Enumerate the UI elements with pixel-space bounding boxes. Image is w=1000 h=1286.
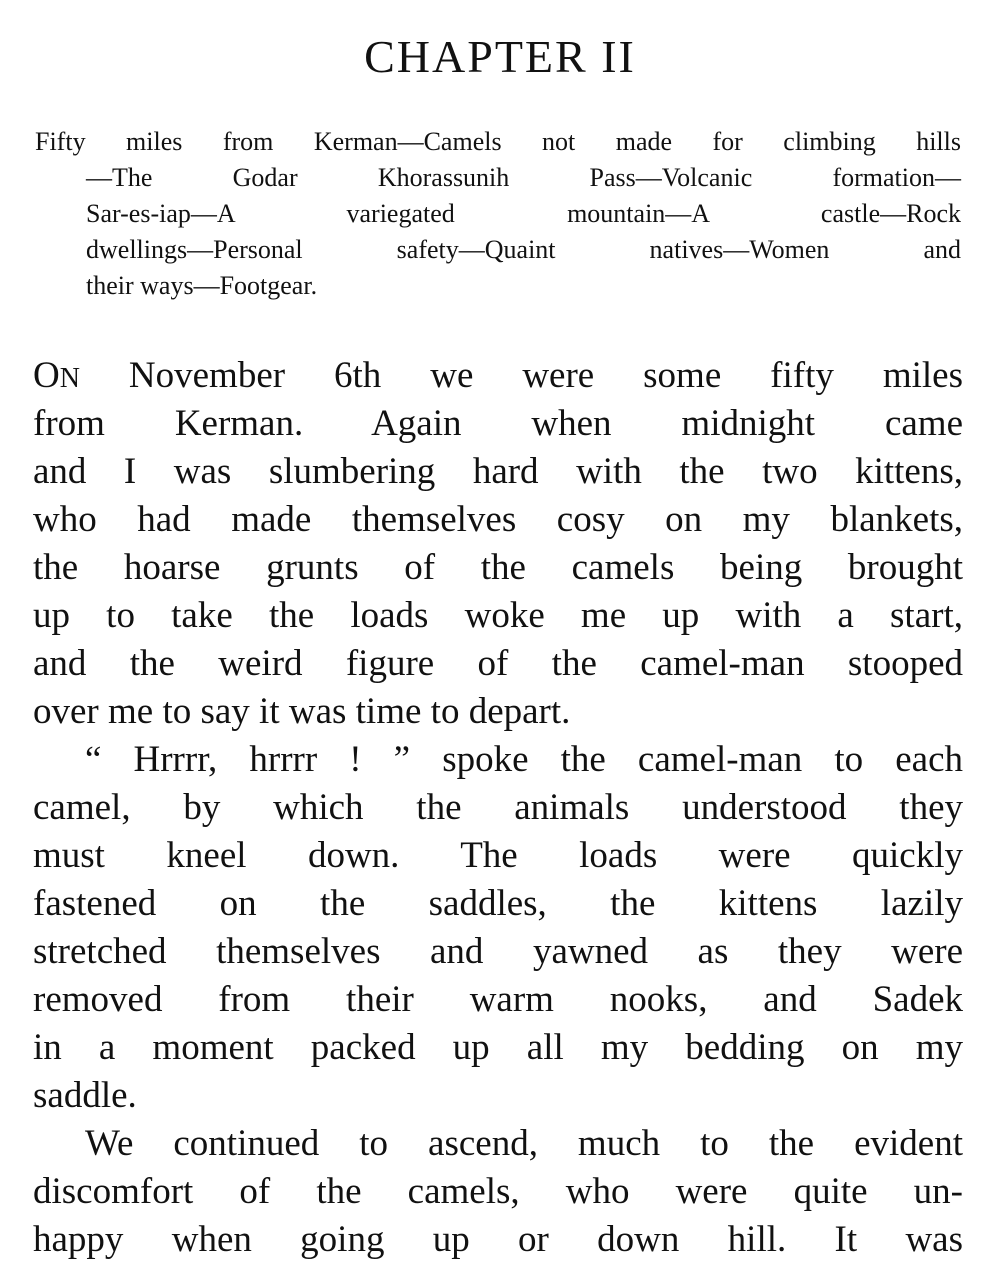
paragraph-line: and the weird figure of the camel-man stooped [33,643,963,684]
synopsis-line: dwellings—Personal safety—Quaint natives—Women and [86,235,961,264]
paragraph-line: discomfort of the camels, who were quite un- [33,1171,963,1212]
synopsis-line: —The Godar Khorassunih Pass—Volcanic formation— [86,163,961,192]
paragraph-line: must kneel down. The loads were quickly [33,835,963,876]
opening-line [33,352,963,400]
paragraph-line: saddle. [33,1075,137,1116]
paragraph-line: the hoarse grunts of the camels being brought [33,547,963,588]
synopsis-line: Sar-es-iap—A variegated mountain—A castle—Rock [86,199,961,228]
initial-o: O [33,355,60,396]
chapter-title: CHAPTER II [364,31,636,82]
body-text [33,352,963,1264]
paragraph-line: who had made themselves cosy on my blankets, [33,499,963,540]
paragraph-line: We continued to ascend, much to the evident [85,1123,963,1164]
paragraph-line: camel, by which the animals understood they [33,787,963,828]
paragraph-line: and I was slumbering hard with the two kittens, [33,451,963,492]
synopsis-line: their ways—Footgear. [86,271,318,300]
synopsis-line: Fifty miles from Kerman—Camels not made for climbing hills [35,127,961,156]
initial-n: N [59,363,80,394]
paragraph-line: in a moment packed up all my bedding on my [33,1027,963,1068]
opening-line-rest: November 6th we were some fifty miles [79,355,963,396]
chapter-synopsis [35,124,961,304]
paragraph-line: “ Hrrrr, hrrrr ! ” spoke the camel-man to each [85,739,963,780]
paragraph-line: removed from their warm nooks, and Sadek [33,979,963,1020]
paragraph-line: happy when going up or down hill. It was [33,1219,963,1260]
paragraph-line: fastened on the saddles, the kittens lazily [33,883,963,924]
paragraph-line: from Kerman. Again when midnight came [33,403,963,444]
paragraph-line: stretched themselves and yawned as they were [33,931,963,972]
paragraph-line: over me to say it was time to depart. [33,691,571,732]
paragraph-line: up to take the loads woke me up with a start, [33,595,963,636]
